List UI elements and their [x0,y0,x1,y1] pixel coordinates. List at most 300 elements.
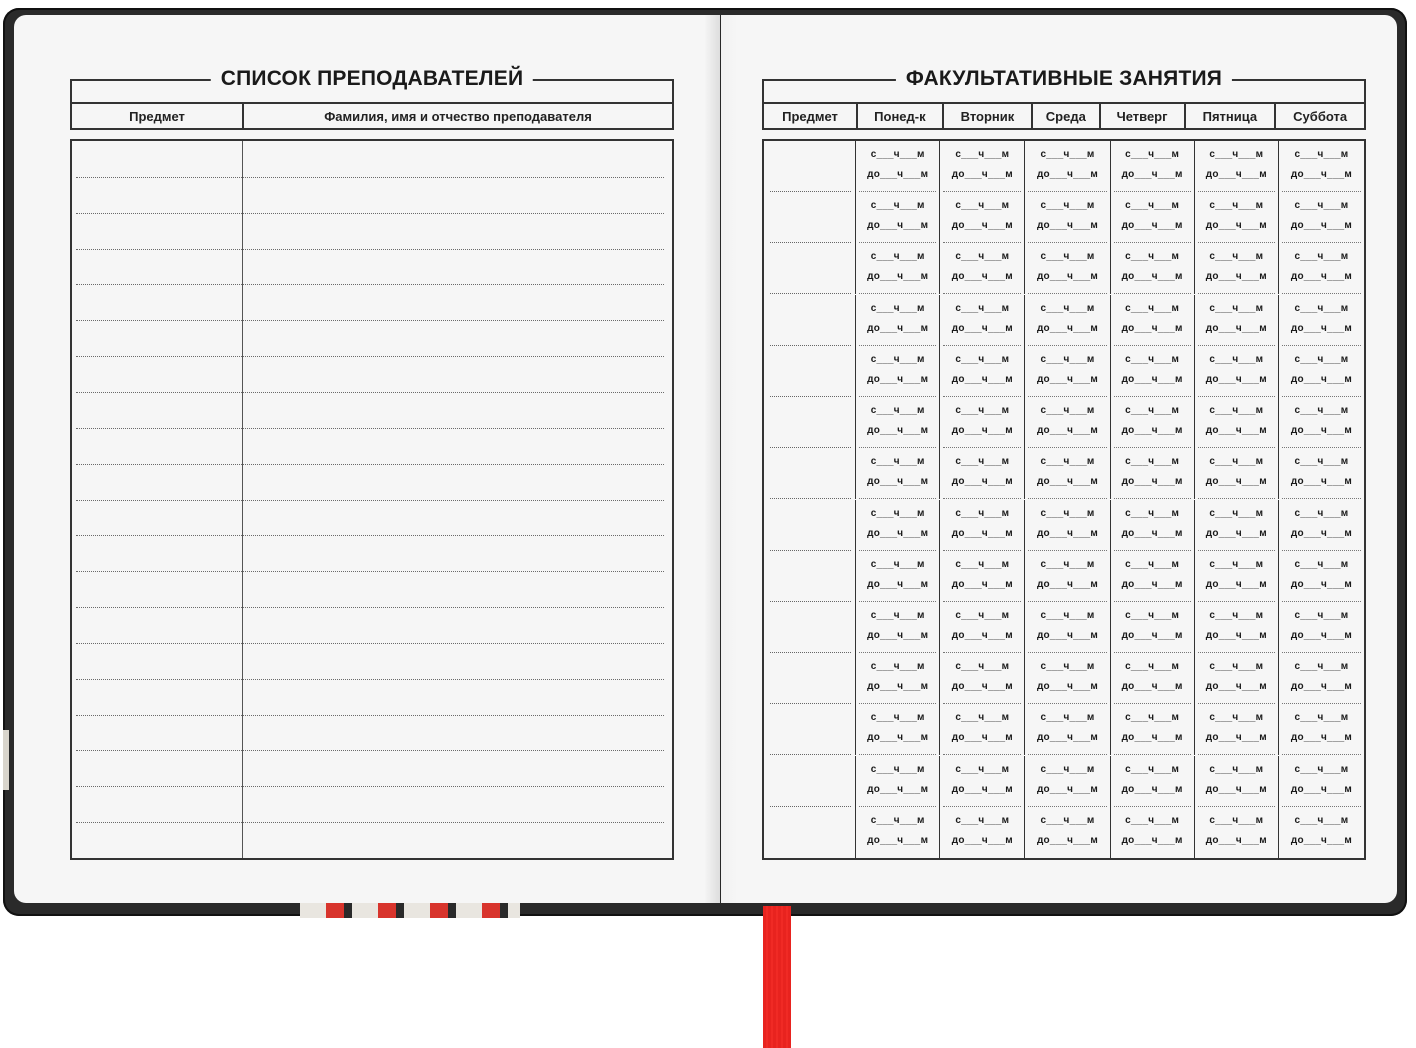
writing-line[interactable] [76,500,664,501]
time-from-label: с___ч___м [1125,508,1180,519]
time-to-label: до___ч___м [951,630,1013,641]
time-from-label: с___ч___м [1040,764,1095,775]
time-to-label: до___ч___м [1121,681,1183,692]
time-to-label: до___ч___м [867,630,929,641]
time-cell[interactable] [1111,141,1195,192]
time-to-label: до___ч___м [867,732,929,743]
time-cell[interactable] [940,602,1025,653]
cell-separator [859,293,936,294]
time-from-label: с___ч___м [1294,354,1349,365]
time-to-label: до___ч___м [1121,425,1183,436]
time-cell[interactable] [1279,448,1364,499]
col-header-saturday: Суббота [1275,103,1365,129]
time-to-label: до___ч___м [1290,630,1352,641]
time-to-label: до___ч___м [1290,579,1352,590]
time-cell[interactable] [856,397,940,448]
left-title-block [70,66,674,92]
time-to-label: до___ч___м [1205,732,1267,743]
time-cell[interactable] [1111,397,1195,448]
timetable-row [764,141,1364,192]
writing-line[interactable] [76,535,664,536]
time-cell[interactable] [1279,192,1364,243]
time-cell[interactable] [1279,295,1364,346]
time-from-label: с___ч___м [870,661,925,672]
time-from-label: с___ч___м [1125,456,1180,467]
time-cell[interactable] [1279,141,1364,192]
time-to-label: до___ч___м [1036,169,1098,180]
time-to-label: до___ч___м [951,220,1013,231]
time-from-label: с___ч___м [1040,456,1095,467]
time-cell[interactable] [1111,756,1195,807]
time-cell[interactable] [1025,807,1110,858]
time-from-label: с___ч___м [955,764,1010,775]
time-to-label: до___ч___м [1290,732,1352,743]
time-cell[interactable] [856,448,940,499]
time-from-label: с___ч___м [870,559,925,570]
subject-cell[interactable] [764,500,856,551]
time-cell[interactable] [1025,346,1110,397]
time-cell[interactable] [1195,807,1279,858]
time-from-label: с___ч___м [1209,251,1264,262]
time-to-label: до___ч___м [1290,528,1352,539]
cell-separator [1114,498,1191,499]
time-cell[interactable] [940,346,1025,397]
time-to-label: до___ч___м [1121,528,1183,539]
time-to-label: до___ч___м [951,323,1013,334]
time-from-label: с___ч___м [1040,354,1095,365]
time-cell[interactable] [1195,602,1279,653]
time-from-label: с___ч___м [1125,661,1180,672]
time-to-label: до___ч___м [1205,681,1267,692]
time-cell[interactable] [1195,704,1279,755]
time-cell[interactable] [856,653,940,704]
time-to-label: до___ч___м [1121,579,1183,590]
time-cell[interactable] [856,141,940,192]
time-cell[interactable] [1279,243,1364,294]
writing-line[interactable] [76,356,664,357]
time-from-label: с___ч___м [955,456,1010,467]
time-to-label: до___ч___м [1205,476,1267,487]
subject-line [770,498,851,499]
time-to-label: до___ч___м [951,271,1013,282]
time-cell[interactable] [856,243,940,294]
writing-line[interactable] [76,679,664,680]
time-cell[interactable] [856,551,940,602]
writing-line[interactable] [76,750,664,751]
time-cell[interactable] [1279,653,1364,704]
time-from-label: с___ч___м [1040,610,1095,621]
time-from-label: с___ч___м [955,405,1010,416]
col-header-wednesday: Среда [1032,103,1099,129]
time-from-label: с___ч___м [1209,456,1264,467]
timetable-row [764,295,1364,346]
writing-line[interactable] [76,428,664,429]
time-from-label: с___ч___м [1294,610,1349,621]
time-from-label: с___ч___м [1125,149,1180,160]
time-to-label: до___ч___м [1290,835,1352,846]
time-from-label: с___ч___м [1209,661,1264,672]
time-cell[interactable] [1195,397,1279,448]
time-from-label: с___ч___м [1040,149,1095,160]
cell-separator [943,754,1021,755]
title-bracket-right [672,79,674,103]
time-to-label: до___ч___м [951,425,1013,436]
subject-cell[interactable] [764,551,856,602]
time-from-label: с___ч___м [1125,354,1180,365]
time-cell[interactable] [856,500,940,551]
time-cell[interactable] [1279,807,1364,858]
writing-line[interactable] [76,284,664,285]
time-from-label: с___ч___м [870,200,925,211]
time-to-label: до___ч___м [951,784,1013,795]
time-cell[interactable] [1111,243,1195,294]
time-from-label: с___ч___м [1040,559,1095,570]
time-to-label: до___ч___м [951,835,1013,846]
cell-separator [1282,754,1361,755]
time-from-label: с___ч___м [1294,251,1349,262]
timetable-row [764,602,1364,653]
time-to-label: до___ч___м [1036,579,1098,590]
time-cell[interactable] [940,551,1025,602]
time-cell[interactable] [940,807,1025,858]
time-from-label: с___ч___м [1040,303,1095,314]
time-cell[interactable] [940,756,1025,807]
subject-cell[interactable] [764,346,856,397]
time-from-label: с___ч___м [870,508,925,519]
timetable-row [764,653,1364,704]
time-cell[interactable] [1025,500,1110,551]
cell-separator [1114,754,1191,755]
cell-separator [859,498,936,499]
time-to-label: до___ч___м [1290,784,1352,795]
time-to-label: до___ч___м [951,374,1013,385]
right-page-title: ФАКУЛЬТАТИВНЫЕ ЗАНЯТИЯ [896,66,1232,92]
subject-cell[interactable] [764,397,856,448]
time-cell[interactable] [940,448,1025,499]
writing-line[interactable] [76,715,664,716]
time-to-label: до___ч___м [1036,630,1098,641]
time-to-label: до___ч___м [1036,323,1098,334]
col-header-subject: Предмет [763,103,857,129]
time-to-label: до___ч___м [867,681,929,692]
cell-separator [1114,293,1191,294]
subject-cell[interactable] [764,756,856,807]
time-cell[interactable] [1279,704,1364,755]
time-from-label: с___ч___м [955,610,1010,621]
time-from-label: с___ч___м [870,764,925,775]
time-to-label: до___ч___м [1205,528,1267,539]
time-to-label: до___ч___м [951,528,1013,539]
time-cell[interactable] [1279,602,1364,653]
cell-separator [1198,498,1275,499]
time-from-label: с___ч___м [1209,815,1264,826]
time-cell[interactable] [1111,500,1195,551]
time-cell[interactable] [856,756,940,807]
time-from-label: с___ч___м [870,815,925,826]
time-cell[interactable] [1195,346,1279,397]
time-cell[interactable] [1111,807,1195,858]
time-from-label: с___ч___м [1040,815,1095,826]
time-cell[interactable] [1279,397,1364,448]
time-from-label: с___ч___м [870,149,925,160]
time-cell[interactable] [1025,653,1110,704]
subject-cell[interactable] [764,295,856,346]
time-cell[interactable] [1195,551,1279,602]
time-from-label: с___ч___м [1125,200,1180,211]
writing-line[interactable] [76,786,664,787]
writing-line[interactable] [76,392,664,393]
time-to-label: до___ч___м [1121,271,1183,282]
time-from-label: с___ч___м [1209,405,1264,416]
timetable-row [764,704,1364,755]
time-from-label: с___ч___м [955,559,1010,570]
subject-cell[interactable] [764,243,856,294]
time-from-label: с___ч___м [1294,559,1349,570]
time-to-label: до___ч___м [1121,169,1183,180]
time-to-label: до___ч___м [951,681,1013,692]
time-to-label: до___ч___м [1205,835,1267,846]
cell-separator [1028,754,1106,755]
time-cell[interactable] [1025,141,1110,192]
time-cell[interactable] [856,346,940,397]
time-to-label: до___ч___м [1290,374,1352,385]
time-cell[interactable] [1111,602,1195,653]
time-from-label: с___ч___м [870,610,925,621]
col-header-teacher-name: Фамилия, имя и отчество преподавателя [243,103,673,129]
time-cell[interactable] [1195,192,1279,243]
time-to-label: до___ч___м [1121,732,1183,743]
timetable-row [764,397,1364,448]
writing-line[interactable] [76,464,664,465]
time-cell[interactable] [1025,551,1110,602]
time-cell[interactable] [1279,500,1364,551]
subject-line [770,293,851,294]
time-from-label: с___ч___м [1125,764,1180,775]
time-from-label: с___ч___м [1040,200,1095,211]
time-cell[interactable] [940,192,1025,243]
col-header-tuesday: Вторник [943,103,1032,129]
subject-cell[interactable] [764,141,856,192]
time-cell[interactable] [1195,141,1279,192]
time-cell[interactable] [1025,397,1110,448]
time-from-label: с___ч___м [1040,661,1095,672]
time-from-label: с___ч___м [1294,815,1349,826]
time-to-label: до___ч___м [951,169,1013,180]
time-from-label: с___ч___м [1040,712,1095,723]
writing-line[interactable] [76,177,664,178]
time-cell[interactable] [940,500,1025,551]
time-cell[interactable] [1279,756,1364,807]
time-from-label: с___ч___м [1294,712,1349,723]
timetable-row [764,500,1364,551]
time-from-label: с___ч___м [1294,661,1349,672]
time-to-label: до___ч___м [867,784,929,795]
time-to-label: до___ч___м [1121,835,1183,846]
time-from-label: с___ч___м [1125,303,1180,314]
time-from-label: с___ч___м [1209,354,1264,365]
time-from-label: с___ч___м [955,712,1010,723]
time-to-label: до___ч___м [1205,374,1267,385]
time-cell[interactable] [940,141,1025,192]
time-cell[interactable] [1025,602,1110,653]
time-cell[interactable] [1025,704,1110,755]
time-from-label: с___ч___м [1125,251,1180,262]
subject-cell[interactable] [764,448,856,499]
time-cell[interactable] [1195,500,1279,551]
time-cell[interactable] [940,243,1025,294]
spine-shadow [704,15,738,903]
time-cell[interactable] [1279,346,1364,397]
time-to-label: до___ч___м [1290,169,1352,180]
cell-separator [1198,754,1275,755]
time-from-label: с___ч___м [870,405,925,416]
time-from-label: с___ч___м [1209,200,1264,211]
timetable-row [764,346,1364,397]
time-cell[interactable] [1111,653,1195,704]
time-to-label: до___ч___м [1036,835,1098,846]
right-header-table [762,102,1366,130]
time-cell[interactable] [1025,295,1110,346]
cell-separator [859,754,936,755]
col-header-subject: Предмет [71,103,243,129]
time-cell[interactable] [1025,243,1110,294]
time-from-label: с___ч___м [955,149,1010,160]
time-to-label: до___ч___м [951,579,1013,590]
timetable-row [764,243,1364,294]
time-from-label: с___ч___м [1294,149,1349,160]
col-header-thursday: Четверг [1100,103,1185,129]
elective-timetable [762,139,1366,860]
time-to-label: до___ч___м [1036,374,1098,385]
time-cell[interactable] [1111,192,1195,243]
subject-cell[interactable] [764,807,856,858]
time-cell[interactable] [1025,192,1110,243]
time-from-label: с___ч___м [955,661,1010,672]
writing-line[interactable] [76,822,664,823]
cell-separator [1028,498,1106,499]
subject-cell[interactable] [764,704,856,755]
time-to-label: до___ч___м [1036,220,1098,231]
left-header-table [70,102,674,130]
bookmark-ribbon[interactable] [763,906,791,1048]
cover-pattern [300,902,520,918]
time-cell[interactable] [940,653,1025,704]
time-from-label: с___ч___м [1209,508,1264,519]
time-cell[interactable] [856,704,940,755]
time-to-label: до___ч___м [1121,476,1183,487]
time-cell[interactable] [1279,551,1364,602]
writing-line[interactable] [76,213,664,214]
writing-line[interactable] [76,571,664,572]
time-from-label: с___ч___м [955,354,1010,365]
time-cell[interactable] [1111,448,1195,499]
time-to-label: до___ч___м [951,732,1013,743]
time-to-label: до___ч___м [1121,374,1183,385]
time-cell[interactable] [940,295,1025,346]
time-from-label: с___ч___м [870,251,925,262]
writing-line[interactable] [76,607,664,608]
time-cell[interactable] [1025,448,1110,499]
time-from-label: с___ч___м [1294,456,1349,467]
time-cell[interactable] [856,295,940,346]
subject-cell[interactable] [764,602,856,653]
time-to-label: до___ч___м [867,374,929,385]
time-to-label: до___ч___м [1290,220,1352,231]
time-cell[interactable] [1111,346,1195,397]
time-cell[interactable] [1195,448,1279,499]
time-from-label: с___ч___м [870,456,925,467]
time-to-label: до___ч___м [1205,220,1267,231]
writing-line[interactable] [76,643,664,644]
time-to-label: до___ч___м [1290,681,1352,692]
time-to-label: до___ч___м [867,169,929,180]
time-cell[interactable] [1195,295,1279,346]
time-from-label: с___ч___м [1209,610,1264,621]
time-to-label: до___ч___м [951,476,1013,487]
time-from-label: с___ч___м [1209,764,1264,775]
writing-line[interactable] [76,249,664,250]
time-to-label: до___ч___м [1205,271,1267,282]
time-to-label: до___ч___м [1205,784,1267,795]
title-bracket-left [70,79,72,103]
time-cell[interactable] [1195,243,1279,294]
time-from-label: с___ч___м [1125,610,1180,621]
time-from-label: с___ч___м [1125,405,1180,416]
time-to-label: до___ч___м [1290,271,1352,282]
writing-line[interactable] [76,320,664,321]
subject-line [770,754,851,755]
cell-separator [1282,293,1361,294]
time-to-label: до___ч___м [867,835,929,846]
timetable-row [764,551,1364,602]
time-to-label: до___ч___м [1036,681,1098,692]
time-cell[interactable] [940,704,1025,755]
time-to-label: до___ч___м [867,476,929,487]
time-to-label: до___ч___м [1205,579,1267,590]
time-to-label: до___ч___м [1121,784,1183,795]
timetable-row [764,807,1364,858]
time-cell[interactable] [1111,704,1195,755]
time-cell[interactable] [1025,756,1110,807]
time-from-label: с___ч___м [1125,559,1180,570]
time-from-label: с___ч___м [1125,712,1180,723]
time-cell[interactable] [1195,756,1279,807]
cell-separator [1028,293,1106,294]
time-cell[interactable] [940,397,1025,448]
time-cell[interactable] [856,807,940,858]
time-to-label: до___ч___м [1036,476,1098,487]
time-to-label: до___ч___м [1205,425,1267,436]
time-from-label: с___ч___м [955,508,1010,519]
time-to-label: до___ч___м [867,220,929,231]
timetable-row [764,756,1364,807]
time-cell[interactable] [1111,551,1195,602]
time-to-label: до___ч___м [1036,784,1098,795]
time-cell[interactable] [1195,653,1279,704]
left-page-title: СПИСОК ПРЕПОДАВАТЕЛЕЙ [211,66,533,92]
timetable-row [764,448,1364,499]
subject-cell[interactable] [764,653,856,704]
time-to-label: до___ч___м [1036,425,1098,436]
time-from-label: с___ч___м [955,200,1010,211]
time-cell[interactable] [1111,295,1195,346]
time-to-label: до___ч___м [1036,271,1098,282]
time-to-label: до___ч___м [1036,732,1098,743]
time-cell[interactable] [856,192,940,243]
time-to-label: до___ч___м [867,425,929,436]
subject-cell[interactable] [764,192,856,243]
time-cell[interactable] [856,602,940,653]
